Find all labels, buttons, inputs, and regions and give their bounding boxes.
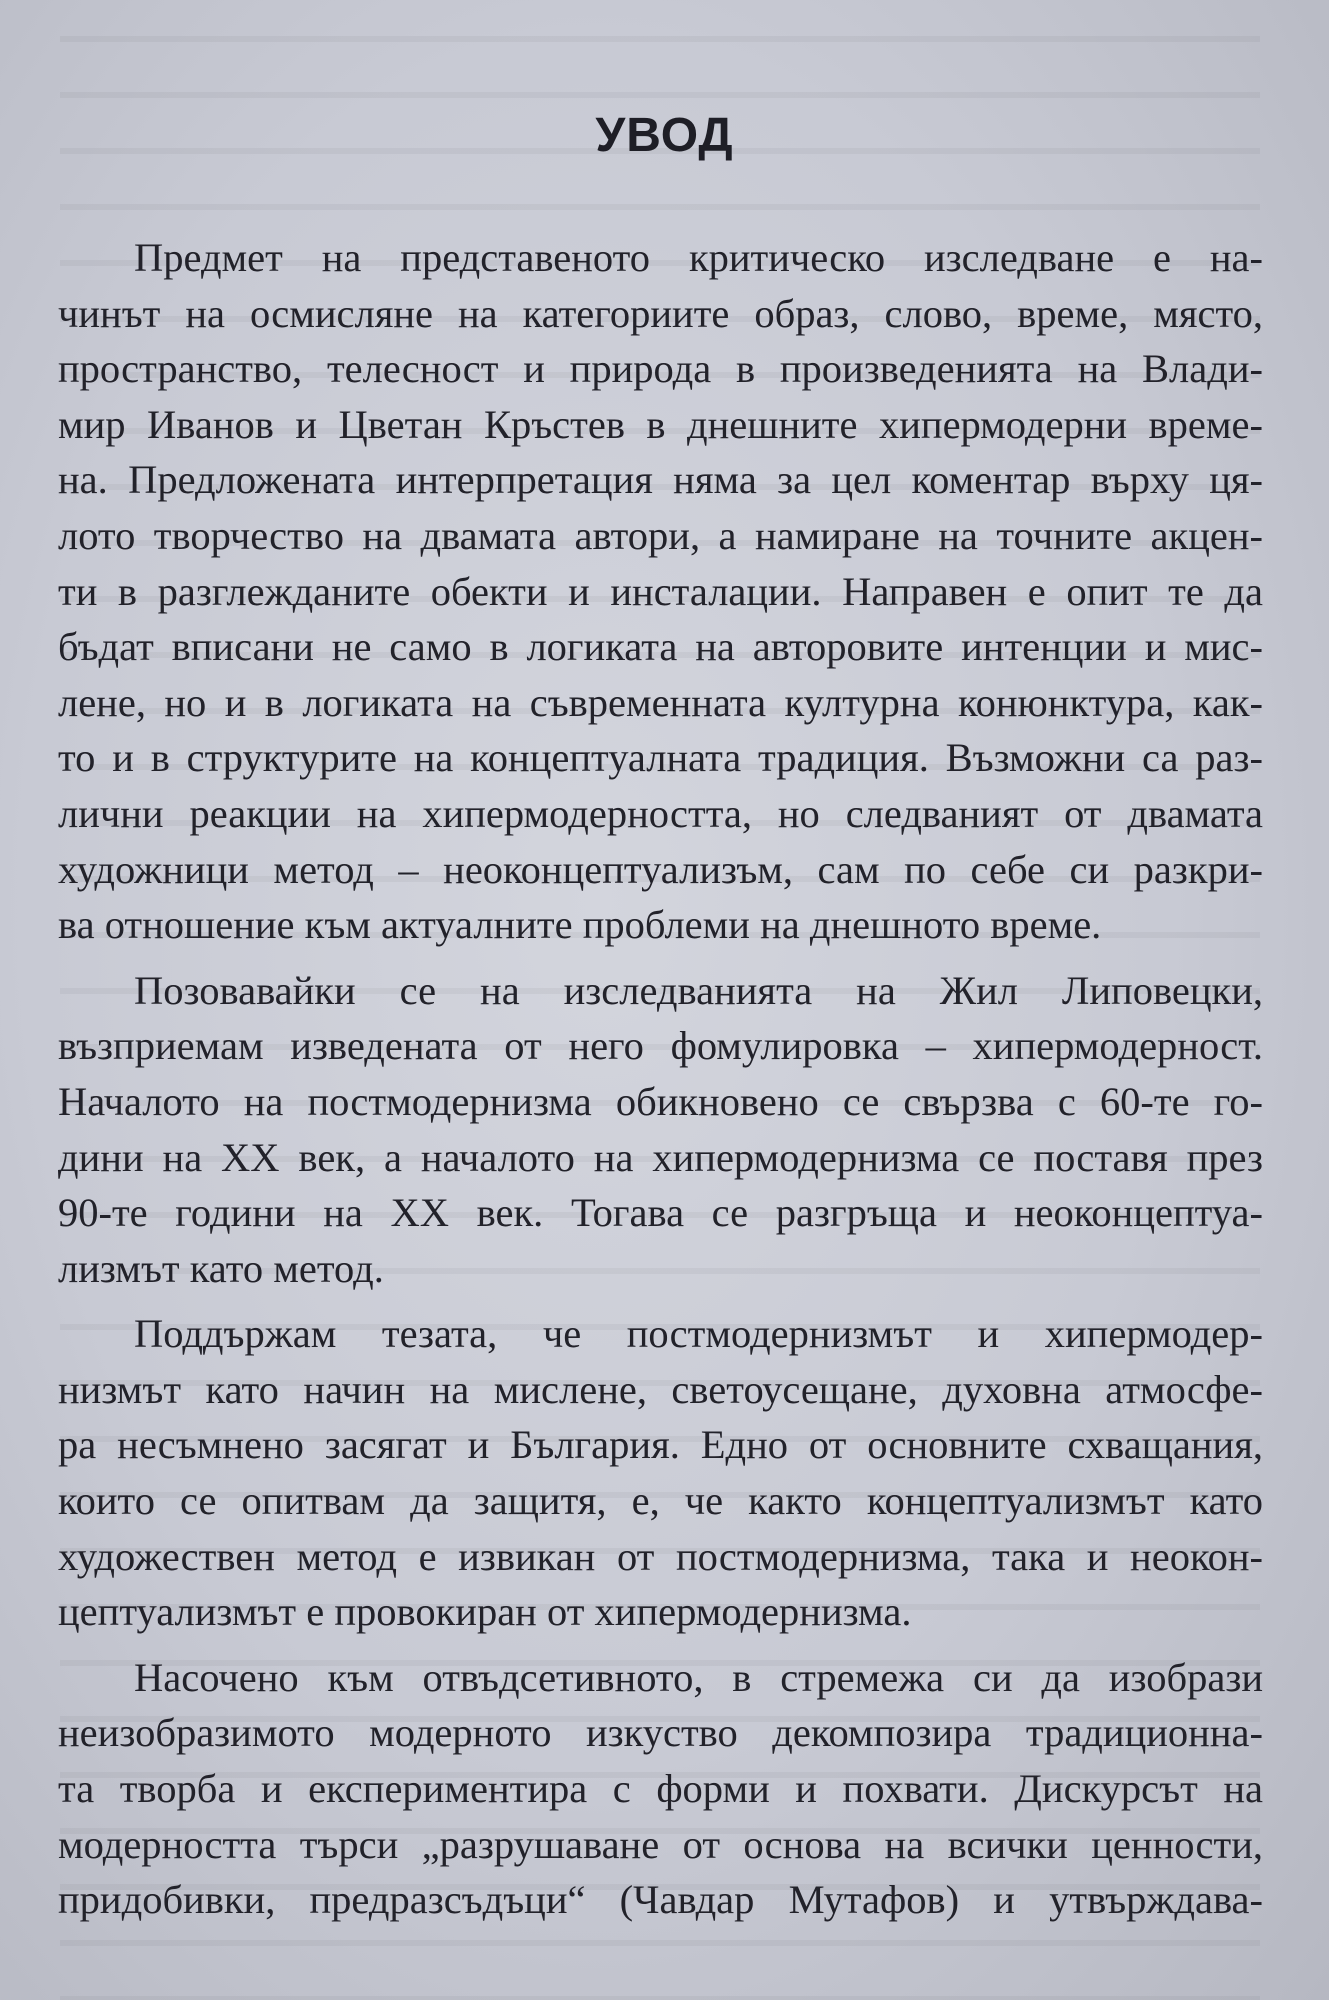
text-line: на. Предложената интерпретация няма за цел коментар върху ця-	[58, 457, 1263, 503]
text-line: лото творчество на двамата автори, а намиране на точните акцен-	[58, 512, 1263, 558]
text-line: ва отношение към актуалните проблеми на днешното време.	[58, 902, 1102, 948]
text-line: Насочено към отвъдсетивното, в стремежа си да изобрази	[134, 1654, 1263, 1700]
text-line: 90-те години на XX век. Тогава се разгръща и неоконцептуа-	[58, 1190, 1263, 1236]
text-line: Предмет на представеното критическо изследване е на-	[134, 235, 1263, 280]
text-line: Поддържам тезата, че постмодернизмът и хипермодер-	[134, 1311, 1263, 1357]
text-line: художествен метод е извикан от постмодернизма, така и неокон-	[58, 1533, 1263, 1579]
text-line: които се опитвам да защитя, е, че както концептуализмът като	[58, 1478, 1263, 1524]
body-text	[58, 230, 1263, 1938]
paragraph-1	[58, 230, 1263, 953]
text-line: лене, но и в логиката на съвременната културна конюнктура, как-	[58, 679, 1263, 725]
paragraph-4	[58, 1650, 1263, 1928]
paragraph-3	[58, 1306, 1263, 1640]
text-line: пространство, телесност и природа в произведенията на Влади-	[58, 346, 1263, 392]
text-line: Началото на постмодернизма обикновено се свързва с 60-те го-	[58, 1078, 1263, 1124]
text-line: неизобразимото модерното изкуство декомпозира традиционна-	[58, 1710, 1263, 1756]
text-line: чинът на осмисляне на категориите образ, слово, време, място,	[58, 290, 1263, 336]
text-line: то и в структурите на концептуалната традиция. Възможни са раз-	[58, 735, 1263, 781]
text-line: мир Иванов и Цветан Кръстев в днешните хипермодерни време-	[58, 401, 1263, 447]
text-line: възприемам изведената от него фомулировка – хипермодерност.	[58, 1023, 1263, 1069]
text-line: дини на XX век, а началото на хипермодернизма се поставя през	[58, 1134, 1263, 1180]
text-line: та творба и експериментира с форми и похвати. Дискурсът на	[58, 1766, 1263, 1812]
text-line: модерността търси „разрушаване от основа на всички ценности,	[58, 1821, 1263, 1867]
text-line: ра несъмнено засягат и България. Едно от основните схващания,	[58, 1422, 1263, 1468]
text-line: ти в разглежданите обекти и инсталации. Направен е опит те да	[58, 568, 1263, 614]
chapter-title: УВОД	[595, 109, 734, 162]
paragraph-2	[58, 963, 1263, 1297]
text-line: художници метод – неоконцептуализъм, сам по себе си разкри-	[58, 846, 1263, 892]
text-line: лизмът като метод.	[58, 1245, 384, 1291]
text-line: Позовавайки се на изследванията на Жил Липовецки,	[134, 967, 1263, 1013]
text-line: бъдат вписани не само в логиката на авторовите интенции и мис-	[58, 624, 1263, 670]
text-line: придобивки, предразсъдъци“ (Чавдар Мутафов) и утвърждава-	[58, 1877, 1263, 1923]
text-line: лични реакции на хипермодерността, но следваният от двамата	[58, 790, 1263, 836]
text-line: низмът като начин на мислене, светоусещане, духовна атмосфе-	[58, 1366, 1263, 1412]
text-line: цептуализмът е провокиран от хипермодернизма.	[58, 1589, 912, 1635]
